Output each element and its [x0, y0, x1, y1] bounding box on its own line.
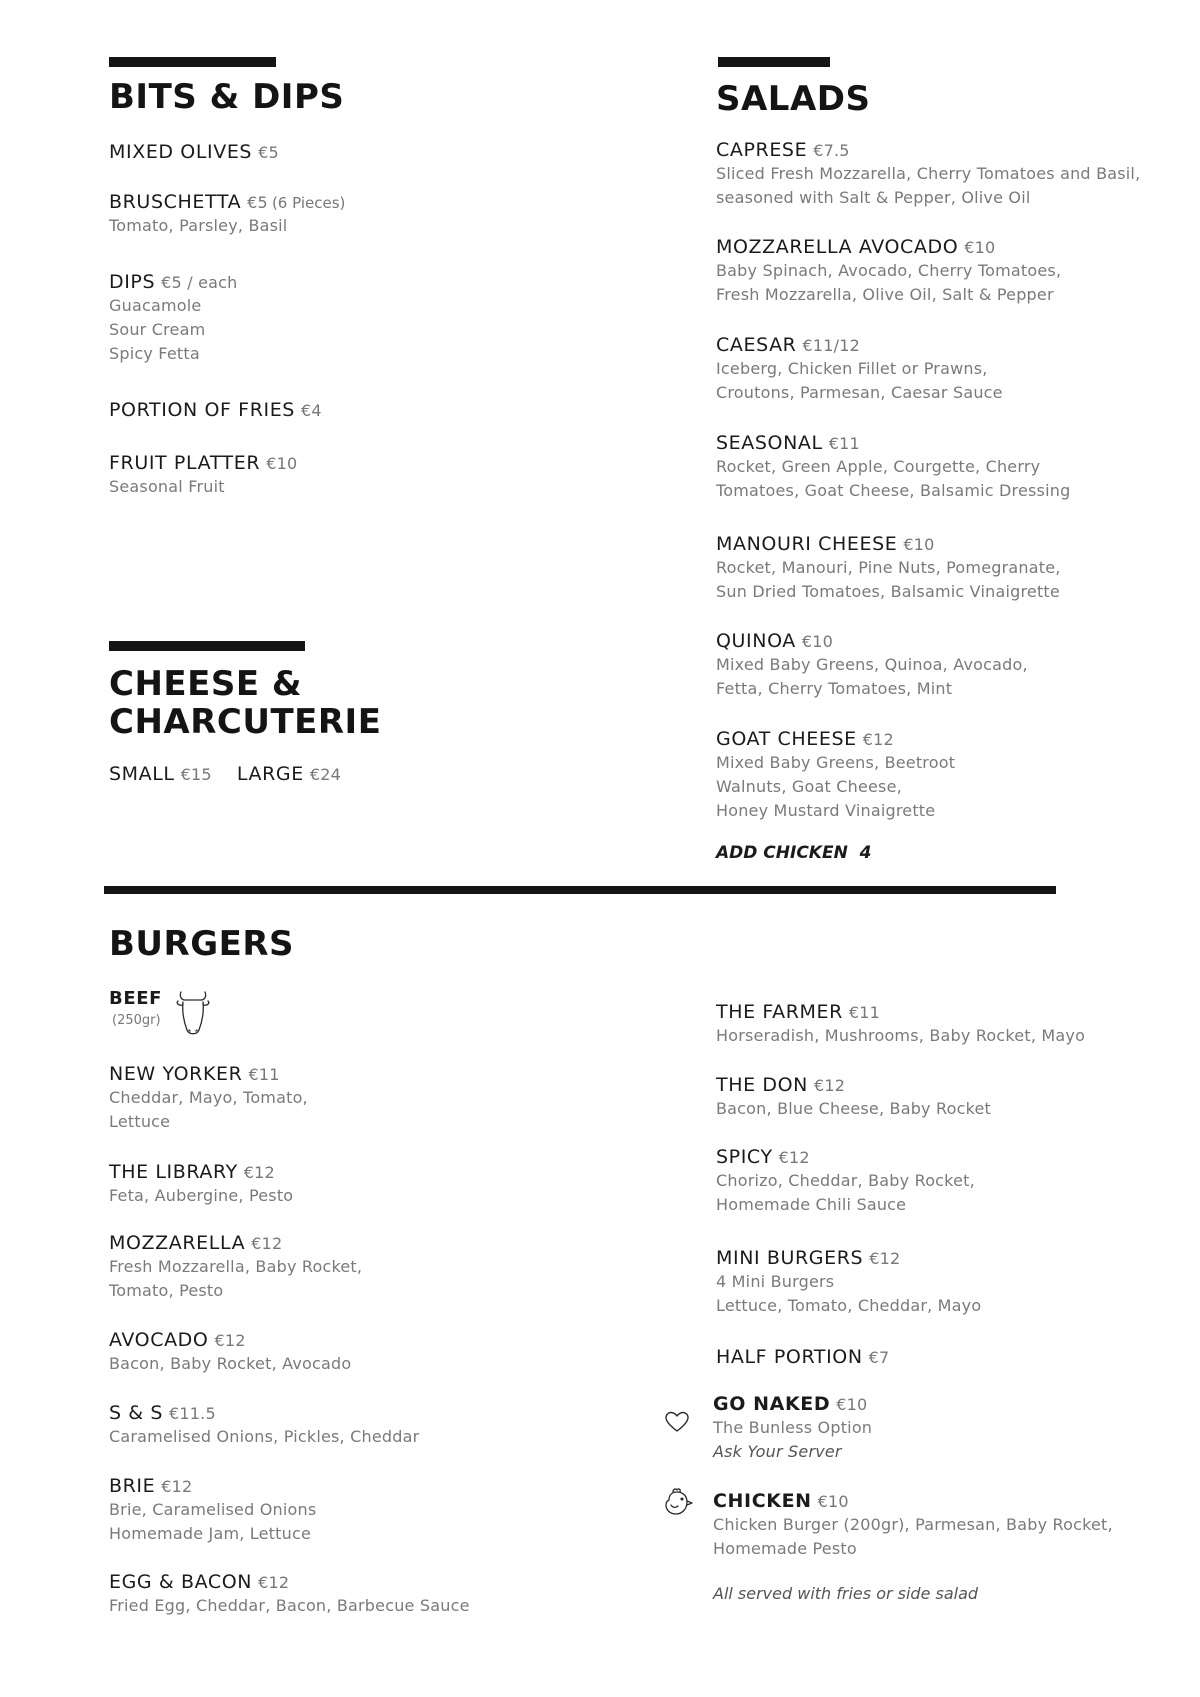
burger-item-name: THE DON	[716, 1074, 808, 1096]
bits-dips-item-desc: Seasonal Fruit	[109, 477, 225, 496]
salad-item-desc: Walnuts, Goat Cheese,	[716, 777, 902, 796]
burger-item	[109, 1231, 569, 1303]
burger-item	[716, 1345, 1186, 1369]
salad-item	[716, 235, 1186, 307]
burger-item-price: €12	[214, 1331, 246, 1350]
salad-item	[716, 629, 1186, 701]
burger-item-desc: Tomato, Pesto	[109, 1281, 224, 1300]
burger-item	[109, 1474, 569, 1546]
salad-item-price: €10	[903, 535, 935, 554]
salad-item-price: €7.5	[813, 141, 850, 160]
salad-item-desc: Rocket, Green Apple, Courgette, Cherry	[716, 457, 1041, 476]
burger-item	[109, 1062, 569, 1134]
burger-item-name: MINI BURGERS	[716, 1247, 864, 1269]
chicken-price: €10	[817, 1492, 849, 1511]
bits-dips-item-name: PORTION OF FRIES	[109, 399, 295, 421]
burger-item-name: MOZZARELLA	[109, 1232, 246, 1254]
burger-item-desc: Chorizo, Cheddar, Baby Rocket,	[716, 1171, 975, 1190]
salad-item-name: MANOURI CHEESE	[716, 533, 898, 555]
salad-item-name: CAESAR	[716, 334, 797, 356]
salad-item-desc: Sun Dried Tomatoes, Balsamic Vinaigrette	[716, 582, 1060, 601]
salad-item-desc: Fresh Mozzarella, Olive Oil, Salt & Pepper	[716, 285, 1054, 304]
go-naked-desc-italic: Ask Your Server	[713, 1442, 842, 1461]
burger-item-desc: Cheddar, Mayo, Tomato,	[109, 1088, 308, 1107]
salad-item-desc: seasoned with Salt & Pepper, Olive Oil	[716, 188, 1031, 207]
salad-item	[716, 727, 1186, 823]
bits-dips-item-desc: Spicy Fetta	[109, 344, 200, 363]
bits-dips-item-desc: Guacamole	[109, 296, 202, 315]
bits-dips-item-price: €5	[247, 193, 268, 212]
burger-item	[109, 1160, 569, 1208]
salad-item-desc: Iceberg, Chicken Fillet or Prawns,	[716, 359, 988, 378]
burger-item-price: €12	[251, 1234, 283, 1253]
burger-item-price: €12	[869, 1249, 901, 1268]
salad-item-desc: Mixed Baby Greens, Quinoa, Avocado,	[716, 655, 1028, 674]
burgers-footer-note: All served with fries or side salad	[713, 1584, 979, 1603]
chicken-desc-line-1: Chicken Burger (200gr), Parmesan, Baby Rocket,	[713, 1515, 1113, 1534]
burger-item	[716, 1000, 1186, 1048]
go-naked-desc: The Bunless Option	[713, 1418, 873, 1437]
cow-head-icon	[173, 986, 213, 1038]
burger-item	[109, 1401, 569, 1449]
salad-item-desc: Sliced Fresh Mozzarella, Cherry Tomatoes and Basil,	[716, 164, 1141, 183]
salad-item	[716, 532, 1186, 604]
cheese-sizes	[109, 762, 569, 786]
salad-item	[716, 333, 1186, 405]
bits-dips-item-desc: Tomato, Parsley, Basil	[109, 216, 288, 235]
burger-item-name: SPICY	[716, 1146, 773, 1168]
bits-dips-item-name: MIXED OLIVES	[109, 141, 253, 163]
cheese-large-price: €24	[309, 765, 341, 784]
bits-dips-heading-bar	[109, 57, 276, 67]
salad-item-desc: Tomatoes, Goat Cheese, Balsamic Dressing	[716, 481, 1071, 500]
bits-dips-item	[109, 140, 569, 164]
chicken-desc-line-2: Homemade Pesto	[713, 1539, 857, 1558]
beef-label: BEEF	[109, 988, 163, 1009]
cheese-heading	[109, 665, 381, 741]
salad-item-name: CAPRESE	[716, 139, 808, 161]
cheese-heading-line-2: CHARCUTERIE	[109, 702, 382, 742]
burger-item-desc: Fresh Mozzarella, Baby Rocket,	[109, 1257, 363, 1276]
bits-dips-item	[109, 451, 569, 499]
burger-item-price: €11	[248, 1065, 280, 1084]
burger-item-desc: Feta, Aubergine, Pesto	[109, 1186, 294, 1205]
burger-item	[716, 1145, 1186, 1217]
heart-icon	[664, 1410, 690, 1434]
go-naked-item	[713, 1392, 1173, 1464]
burger-item-name: HALF PORTION	[716, 1346, 863, 1368]
burger-item-name: THE FARMER	[716, 1001, 843, 1023]
salad-item-desc: Fetta, Cherry Tomatoes, Mint	[716, 679, 953, 698]
bits-dips-item	[109, 270, 569, 366]
salad-item-name: QUINOA	[716, 630, 796, 652]
bits-dips-item-name: BRUSCHETTA	[109, 191, 242, 213]
burger-item-price: €12	[778, 1148, 810, 1167]
section-divider	[104, 886, 1056, 894]
bits-dips-item-name: DIPS	[109, 271, 156, 293]
burger-item-desc: Brie, Caramelised Onions	[109, 1500, 317, 1519]
burger-item-price: €12	[243, 1163, 275, 1182]
salads-heading: SALADS	[716, 79, 871, 119]
salad-item-price: €10	[801, 632, 834, 651]
salads-add-chicken-note: ADD CHICKEN 4	[716, 843, 872, 863]
go-naked-price: €10	[836, 1395, 868, 1414]
go-naked-name: GO NAKED	[713, 1393, 831, 1415]
salads-heading-bar	[718, 57, 830, 67]
burger-item-desc: Homemade Chili Sauce	[716, 1195, 907, 1214]
salad-item-desc: Honey Mustard Vinaigrette	[716, 801, 936, 820]
cheese-heading-line-1: CHEESE &	[109, 664, 303, 704]
bits-dips-heading: BITS & DIPS	[109, 77, 345, 117]
salad-item-desc: Baby Spinach, Avocado, Cherry Tomatoes,	[716, 261, 1062, 280]
burger-item-name: BRIE	[109, 1475, 156, 1497]
burger-item-name: EGG & BACON	[109, 1571, 253, 1593]
burger-item	[716, 1246, 1186, 1318]
burger-item	[716, 1073, 1186, 1121]
burger-item-desc: Fried Egg, Cheddar, Bacon, Barbecue Sauce	[109, 1596, 470, 1615]
salad-item-price: €12	[862, 730, 894, 749]
burger-item-desc: Horseradish, Mushrooms, Baby Rocket, Mayo	[716, 1026, 1086, 1045]
bits-dips-item-name: FRUIT PLATTER	[109, 452, 261, 474]
salad-item	[716, 138, 1186, 210]
bits-dips-item-desc: Sour Cream	[109, 320, 206, 339]
burger-item-desc: Caramelised Onions, Pickles, Cheddar	[109, 1427, 420, 1446]
bits-dips-item-price: €5	[258, 143, 279, 162]
chicken-name: CHICKEN	[713, 1490, 812, 1512]
burger-item-desc: Lettuce, Tomato, Cheddar, Mayo	[716, 1296, 982, 1315]
burger-item	[109, 1570, 569, 1618]
bits-dips-item-price: €4	[300, 401, 322, 420]
chicken-item	[713, 1489, 1183, 1561]
chicken-icon	[661, 1486, 695, 1520]
salad-item-desc: Croutons, Parmesan, Caesar Sauce	[716, 383, 1003, 402]
burger-item-desc: 4 Mini Burgers	[716, 1272, 835, 1291]
burgers-heading: BURGERS	[109, 924, 295, 964]
bits-dips-item	[109, 398, 569, 422]
burger-item-price: €12	[813, 1076, 846, 1095]
burger-item	[109, 1328, 569, 1376]
salad-item	[716, 431, 1186, 503]
burger-item-name: NEW YORKER	[109, 1063, 243, 1085]
cheese-heading-bar	[109, 641, 305, 651]
burger-item-name: S & S	[109, 1402, 164, 1424]
burger-item-price: €11	[848, 1003, 881, 1022]
salad-item-name: MOZZARELLA AVOCADO	[716, 236, 959, 258]
burger-item-desc: Bacon, Baby Rocket, Avocado	[109, 1354, 352, 1373]
salad-item-price: €11	[828, 434, 860, 453]
salad-item-desc: Rocket, Manouri, Pine Nuts, Pomegranate,	[716, 558, 1061, 577]
burger-item-desc: Homemade Jam, Lettuce	[109, 1524, 312, 1543]
cheese-small-label: SMALL	[109, 763, 175, 785]
bits-dips-item-qualifier: (6 Pieces)	[271, 194, 346, 212]
bits-dips-item-price: €10	[266, 454, 298, 473]
salad-item-price: €10	[964, 238, 996, 257]
salad-item-name: GOAT CHEESE	[716, 728, 857, 750]
burger-item-price: €12	[258, 1573, 290, 1592]
burger-item-name: AVOCADO	[109, 1329, 209, 1351]
burger-item-price: €12	[161, 1477, 193, 1496]
bits-dips-item	[109, 190, 569, 238]
cheese-large-label: LARGE	[236, 763, 304, 785]
burger-item-price: €11.5	[169, 1404, 216, 1423]
burger-item-price: €7	[868, 1348, 890, 1367]
burger-item-desc: Lettuce	[109, 1112, 171, 1131]
salad-item-desc: Mixed Baby Greens, Beetroot	[716, 753, 956, 772]
beef-weight: (250gr)	[112, 1013, 161, 1028]
salad-item-price: €11/12	[802, 336, 860, 355]
cheese-small-price: €15	[180, 765, 212, 784]
burger-item-desc: Bacon, Blue Cheese, Baby Rocket	[716, 1099, 992, 1118]
bits-dips-item-price: €5 / each	[161, 273, 238, 292]
salad-item-name: SEASONAL	[716, 432, 823, 454]
burger-item-name: THE LIBRARY	[109, 1161, 238, 1183]
